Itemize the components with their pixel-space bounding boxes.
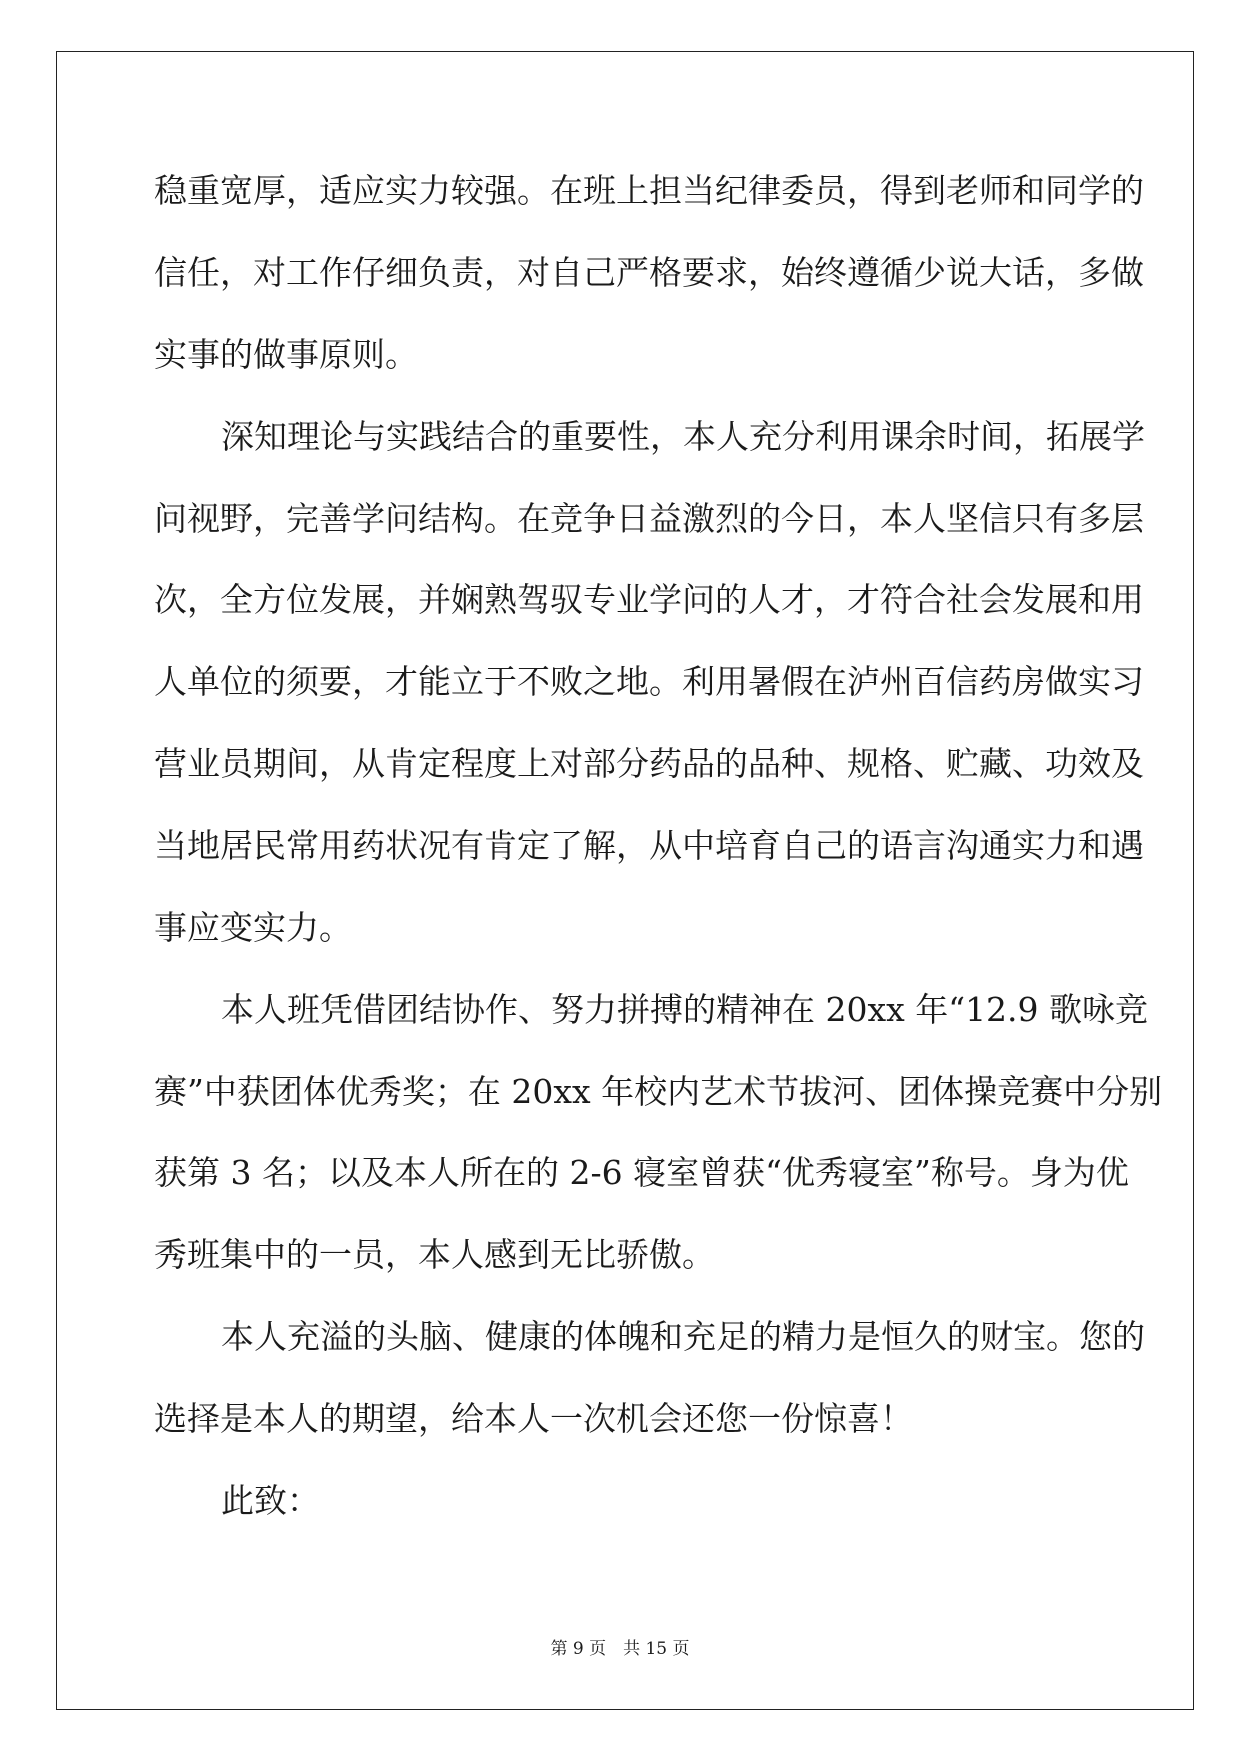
page-border [56, 51, 1194, 1710]
text-line: 秀班集中的一员，本人感到无比骄傲。 [154, 1235, 715, 1274]
text-line: 稳重宽厚，适应实力较强。在班上担当纪律委员，得到老师和同学的 [154, 171, 1144, 210]
text-line: 人单位的须要，才能立于不败之地。利用暑假在泸州百信药房做实习 [154, 662, 1144, 701]
text-line: 事应变实力。 [154, 908, 352, 947]
text-line: 本人充溢的头脑、健康的体魄和充足的精力是恒久的财宝。您的 [221, 1317, 1145, 1356]
text-line: 当地居民常用药状况有肯定了解，从中培育自己的语言沟通实力和遇 [154, 826, 1144, 865]
text-line: 营业员期间，从肯定程度上对部分药品的品种、规格、贮藏、功效及 [154, 744, 1144, 783]
text-line: 选择是本人的期望，给本人一次机会还您一份惊喜！ [154, 1399, 913, 1438]
text-line: 本人班凭借团结协作、努力拼搏的精神在 20xx 年“12.9 歌咏竞 [221, 990, 1149, 1029]
text-line: 问视野，完善学问结构。在竞争日益激烈的今日，本人坚信只有多层 [154, 499, 1144, 538]
text-line: 深知理论与实践结合的重要性，本人充分利用课余时间，拓展学 [221, 417, 1145, 456]
text-line: 次，全方位发展，并娴熟驾驭专业学问的人才，才符合社会发展和用 [154, 580, 1144, 619]
closing-salutation: 此致： [221, 1481, 320, 1520]
text-line: 获第 3 名；以及本人所在的 2-6 寝室曾获“优秀寝室”称号。身为优 [154, 1153, 1129, 1192]
text-line: 赛”中获团体优秀奖；在 20xx 年校内艺术节拔河、团体操竞赛中分别 [154, 1072, 1163, 1111]
page-number-footer: 第 9 页 共 15 页 [550, 1639, 690, 1659]
text-line: 实事的做事原则。 [154, 335, 418, 374]
text-line: 信任，对工作仔细负责，对自己严格要求，始终遵循少说大话，多做 [154, 253, 1144, 292]
